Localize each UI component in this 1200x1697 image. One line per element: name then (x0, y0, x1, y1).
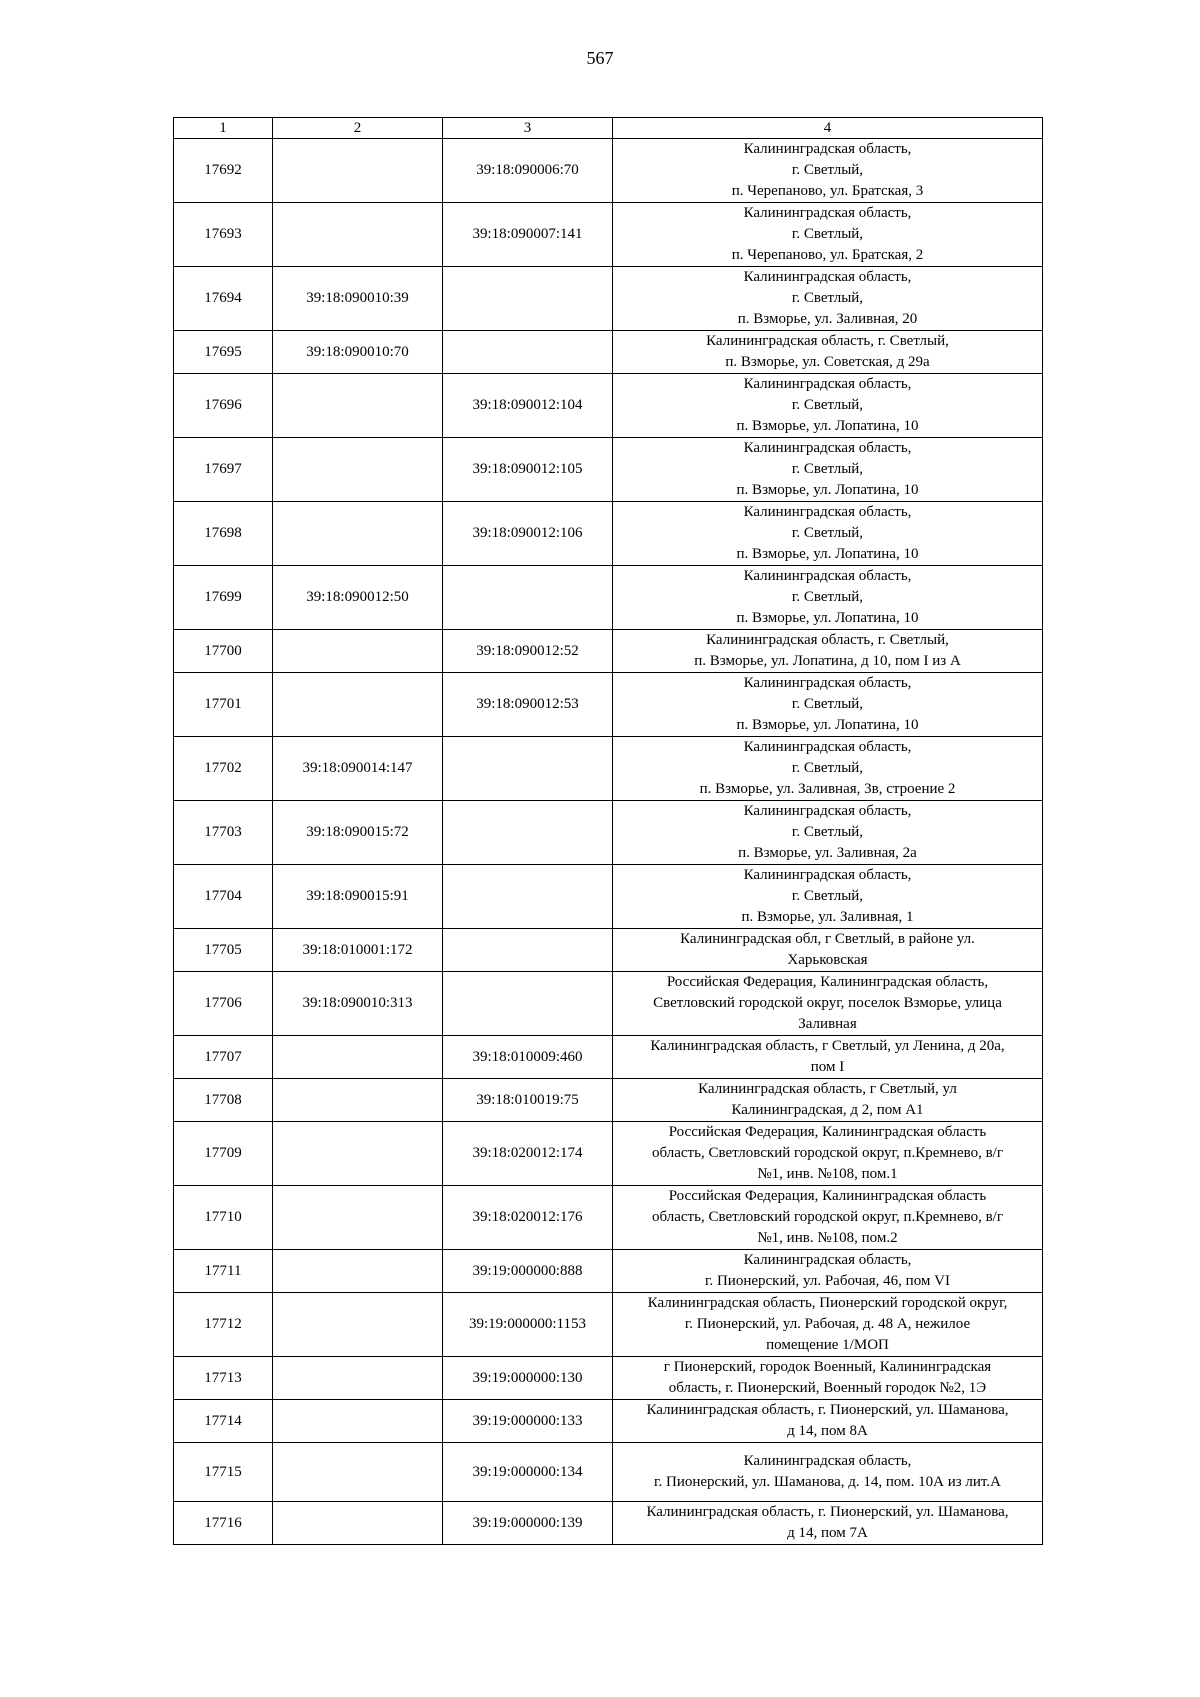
object-number-cell: 39:19:000000:134 (443, 1443, 613, 1502)
row-number-cell: 17700 (174, 630, 273, 673)
table-row (174, 374, 1043, 438)
address-cell: Калининградская область, г. Светлый, п. Взморье, ул. Лопатина, 10 (613, 374, 1043, 438)
row-number-cell: 17699 (174, 566, 273, 630)
header-cell-2: 2 (273, 118, 443, 139)
object-number-cell: 39:18:090012:104 (443, 374, 613, 438)
address-cell: Калининградская область, г. Светлый, п. Взморье, ул. Лопатина, 10 (613, 502, 1043, 566)
address-cell: Калининградская область, г. Пионерский, ул. Рабочая, 46, пом VI (613, 1250, 1043, 1293)
table-row (174, 267, 1043, 331)
row-number-cell: 17694 (174, 267, 273, 331)
address-cell: Российская Федерация, Калининградская область, Светловский городской округ, поселок Взморье, улица Заливная (613, 972, 1043, 1036)
cadastral-number-cell (273, 374, 443, 438)
address-cell: Калининградская область, г. Светлый, п. Взморье, ул. Заливная, 2а (613, 801, 1043, 865)
object-number-cell (443, 865, 613, 929)
table-row (174, 929, 1043, 972)
row-number-cell: 17715 (174, 1443, 273, 1502)
table-row (174, 1186, 1043, 1250)
cadastral-number-cell (273, 630, 443, 673)
row-number-cell: 17696 (174, 374, 273, 438)
address-cell: Калининградская область, г. Светлый, п. Взморье, ул. Лопатина, д 10, пом I из А (613, 630, 1043, 673)
table-row (174, 331, 1043, 374)
cadastral-number-cell (273, 438, 443, 502)
address-cell: Калининградская область, г Светлый, ул Калининградская, д 2, пом А1 (613, 1079, 1043, 1122)
cadastral-number-cell (273, 673, 443, 737)
object-number-cell: 39:18:020012:174 (443, 1122, 613, 1186)
table-row (174, 1250, 1043, 1293)
table-row (174, 1122, 1043, 1186)
object-number-cell: 39:18:020012:176 (443, 1186, 613, 1250)
row-number-cell: 17714 (174, 1400, 273, 1443)
table-row (174, 673, 1043, 737)
object-number-cell: 39:18:090012:106 (443, 502, 613, 566)
cadastral-number-cell: 39:18:090015:91 (273, 865, 443, 929)
address-cell: Калининградская область, г. Светлый, п. Взморье, ул. Заливная, 20 (613, 267, 1043, 331)
object-number-cell (443, 267, 613, 331)
row-number-cell: 17697 (174, 438, 273, 502)
cadastral-number-cell: 39:18:090010:70 (273, 331, 443, 374)
address-cell: Калининградская область, г. Пионерский, ул. Шаманова, д. 14, пом. 10А из лит.А (613, 1443, 1043, 1502)
row-number-cell: 17712 (174, 1293, 273, 1357)
address-cell: Калининградская область, г. Светлый, п. Черепаново, ул. Братская, 2 (613, 203, 1043, 267)
header-row (174, 118, 1043, 139)
cadastral-number-cell: 39:18:090015:72 (273, 801, 443, 865)
address-cell: Калининградская область, г. Светлый, п. Взморье, ул. Заливная, 1 (613, 865, 1043, 929)
row-number-cell: 17702 (174, 737, 273, 801)
object-number-cell: 39:18:090012:52 (443, 630, 613, 673)
cadastral-number-cell: 39:18:010001:172 (273, 929, 443, 972)
object-number-cell: 39:19:000000:888 (443, 1250, 613, 1293)
cadastral-number-cell (273, 1036, 443, 1079)
object-number-cell (443, 737, 613, 801)
table-row (174, 737, 1043, 801)
row-number-cell: 17705 (174, 929, 273, 972)
row-number-cell: 17716 (174, 1502, 273, 1545)
cadastral-number-cell (273, 1186, 443, 1250)
row-number-cell: 17713 (174, 1357, 273, 1400)
address-cell: Калининградская область, г. Светлый, п. Взморье, ул. Советская, д 29а (613, 331, 1043, 374)
cadastral-number-cell (273, 502, 443, 566)
object-number-cell: 39:18:010009:460 (443, 1036, 613, 1079)
cadastral-number-cell (273, 1079, 443, 1122)
object-number-cell: 39:19:000000:130 (443, 1357, 613, 1400)
cadastral-number-cell (273, 203, 443, 267)
table-row (174, 865, 1043, 929)
row-number-cell: 17701 (174, 673, 273, 737)
address-cell: Калининградская область, г. Светлый, п. Взморье, ул. Заливная, 3в, строение 2 (613, 737, 1043, 801)
address-cell: г Пионерский, городок Военный, Калининградская область, г. Пионерский, Военный городок №2, 1Э (613, 1357, 1043, 1400)
table-row (174, 630, 1043, 673)
header-cell-4: 4 (613, 118, 1043, 139)
row-number-cell: 17707 (174, 1036, 273, 1079)
table-row (174, 502, 1043, 566)
cadastral-number-cell: 39:18:090010:313 (273, 972, 443, 1036)
address-cell: Российская Федерация, Калининградская область область, Светловский городской округ, п.Кремнево, в/г №1, инв. №108, пом.2 (613, 1186, 1043, 1250)
row-number-cell: 17704 (174, 865, 273, 929)
address-cell: Российская Федерация, Калининградская область область, Светловский городской округ, п.Кремнево, в/г №1, инв. №108, пом.1 (613, 1122, 1043, 1186)
row-number-cell: 17703 (174, 801, 273, 865)
table-row (174, 1036, 1043, 1079)
address-cell: Калининградская область, г. Светлый, п. Взморье, ул. Лопатина, 10 (613, 673, 1043, 737)
address-cell: Калининградская область, г. Пионерский, ул. Шаманова, д 14, пом 7А (613, 1502, 1043, 1545)
object-number-cell (443, 331, 613, 374)
address-cell: Калининградская обл, г Светлый, в районе ул. Харьковская (613, 929, 1043, 972)
object-number-cell: 39:18:090012:53 (443, 673, 613, 737)
address-cell: Калининградская область, г Светлый, ул Ленина, д 20а, пом I (613, 1036, 1043, 1079)
table-row (174, 438, 1043, 502)
address-cell: Калининградская область, г. Светлый, п. Взморье, ул. Лопатина, 10 (613, 566, 1043, 630)
header-cell-3: 3 (443, 118, 613, 139)
table-row (174, 1293, 1043, 1357)
table-row (174, 1443, 1043, 1502)
header-cell-1: 1 (174, 118, 273, 139)
table-row (174, 972, 1043, 1036)
object-number-cell: 39:19:000000:1153 (443, 1293, 613, 1357)
object-number-cell: 39:18:010019:75 (443, 1079, 613, 1122)
address-cell: Калининградская область, г. Светлый, п. Взморье, ул. Лопатина, 10 (613, 438, 1043, 502)
registry-body (174, 139, 1043, 1545)
object-number-cell (443, 972, 613, 1036)
table-row (174, 801, 1043, 865)
address-cell: Калининградская область, г. Пионерский, ул. Шаманова, д 14, пом 8А (613, 1400, 1043, 1443)
cadastral-number-cell (273, 1400, 443, 1443)
cadastral-number-cell: 39:18:090014:147 (273, 737, 443, 801)
object-number-cell (443, 801, 613, 865)
address-cell: Калининградская область, г. Светлый, п. Черепаново, ул. Братская, 3 (613, 139, 1043, 203)
row-number-cell: 17708 (174, 1079, 273, 1122)
row-number-cell: 17695 (174, 331, 273, 374)
address-cell: Калининградская область, Пионерский городской округ, г. Пионерский, ул. Рабочая, д. 48 А, нежилое помещение 1/МОП (613, 1293, 1043, 1357)
row-number-cell: 17706 (174, 972, 273, 1036)
object-number-cell: 39:18:090012:105 (443, 438, 613, 502)
object-number-cell: 39:19:000000:139 (443, 1502, 613, 1545)
cadastral-number-cell: 39:18:090010:39 (273, 267, 443, 331)
row-number-cell: 17693 (174, 203, 273, 267)
cadastral-number-cell (273, 1250, 443, 1293)
object-number-cell: 39:19:000000:133 (443, 1400, 613, 1443)
cadastral-number-cell (273, 1357, 443, 1400)
row-number-cell: 17709 (174, 1122, 273, 1186)
cadastral-number-cell: 39:18:090012:50 (273, 566, 443, 630)
cadastral-number-cell (273, 139, 443, 203)
table-row (174, 1357, 1043, 1400)
cadastral-number-cell (273, 1502, 443, 1545)
object-number-cell: 39:18:090006:70 (443, 139, 613, 203)
table-row (174, 139, 1043, 203)
object-number-cell (443, 566, 613, 630)
cadastral-number-cell (273, 1443, 443, 1502)
registry-table (173, 117, 1043, 1545)
table-row (174, 1502, 1043, 1545)
cadastral-number-cell (273, 1122, 443, 1186)
object-number-cell: 39:18:090007:141 (443, 203, 613, 267)
page-number: 567 (586, 48, 614, 68)
row-number-cell: 17711 (174, 1250, 273, 1293)
row-number-cell: 17692 (174, 139, 273, 203)
table-row (174, 566, 1043, 630)
row-number-cell: 17710 (174, 1186, 273, 1250)
object-number-cell (443, 929, 613, 972)
table-row (174, 1079, 1043, 1122)
cadastral-number-cell (273, 1293, 443, 1357)
table-row (174, 1400, 1043, 1443)
table-row (174, 203, 1043, 267)
row-number-cell: 17698 (174, 502, 273, 566)
